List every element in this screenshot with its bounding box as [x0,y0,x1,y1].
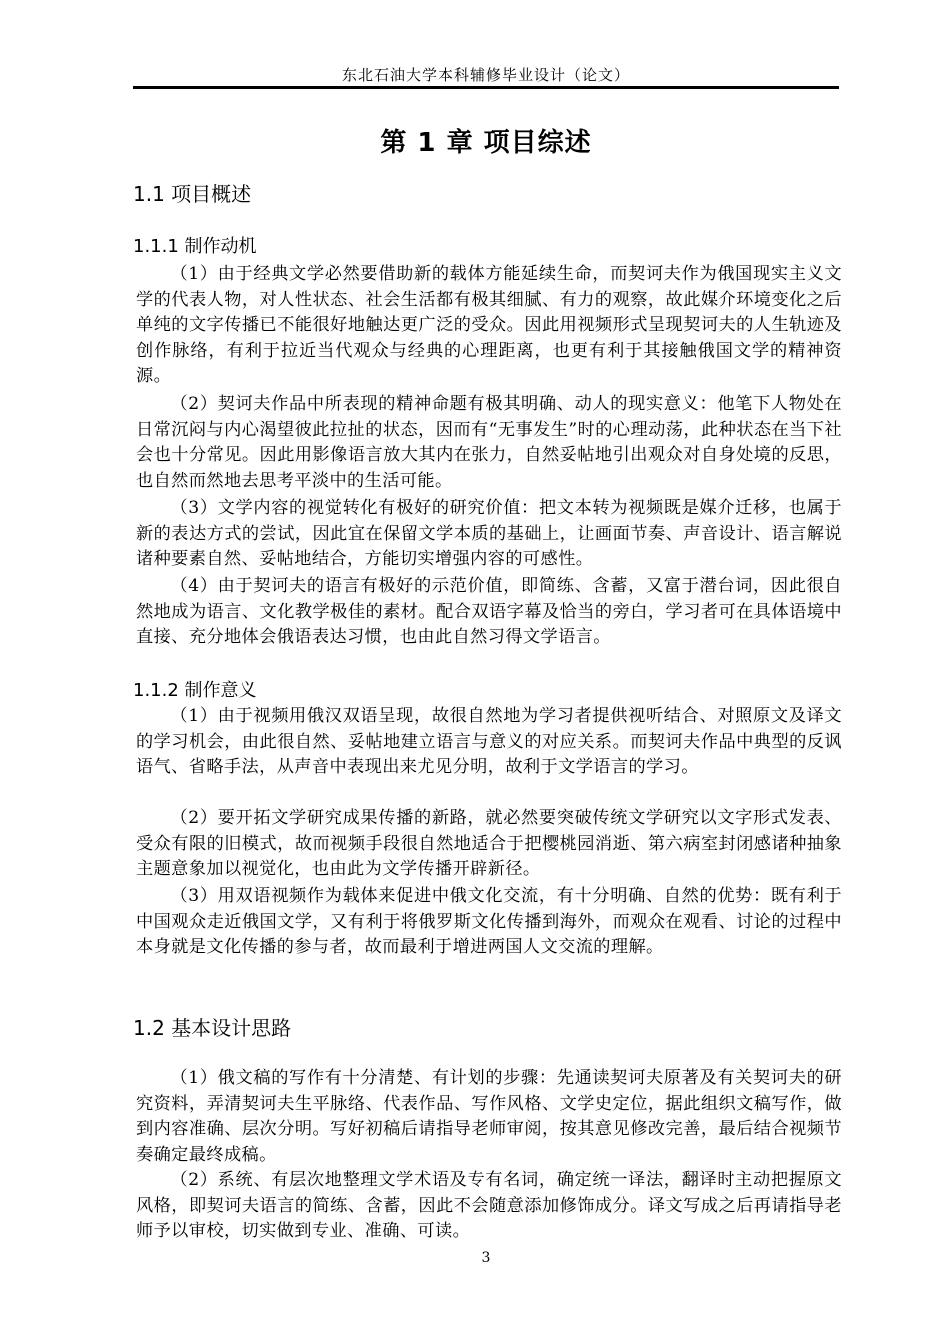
paragraph: （1）俄文稿的写作有十分清楚、有计划的步骤：先通读契诃夫原著及有关契诃夫的研究资料，弄清契诃夫生平脉络、代表作品、写作风格、文学史定位，据此组织文稿写作，做到内容准确、层次分明。写好初稿后请指导老师审阅，按其意见修改完善，最后结合视频节奏确定最终成稿。 [136,1068,842,1165]
paragraph: （2）契诃夫作品中所表现的精神命题有极其明确、动人的现实意义：他笔下人物处在日常沉闷与内心渴望彼此拉扯的状态，因而有“无事发生”时的心理动荡，此种状态在当下社会也十分常见。因此用影像语言放大其内在张力，自然妥帖地引出观众对自身处境的反思，也自然而然地去思考平淡中的生活可能。 [136,394,842,491]
subsection-heading-1-1-2: 1.1.2 制作意义 [133,680,257,701]
header-rule [133,86,839,89]
chapter-title: 第 1 章 项目综述 [380,128,592,158]
subsection-heading-1-1-1: 1.1.1 制作动机 [133,236,257,257]
section-heading-1-1: 1.1 项目概述 [133,182,252,206]
paragraph: （3）文学内容的视觉转化有极好的研究价值：把文本转为视频既是媒介迁移，也属于新的表达方式的尝试，因此宜在保留文学本质的基础上，让画面节奏、声音设计、语言解说诸种要素自然、妥帖地结合，方能切实增强内容的可感性。 [136,498,842,569]
page-number: 3 [481,1250,491,1266]
paragraph: （2）系统、有层次地整理文学术语及专有名词，确定统一译法，翻译时主动把握原文风格，即契诃夫语言的简练、含蓄，因此不会随意添加修饰成分。译文写成之后再请指导老师予以审校，切实做到专业、准确、可读。 [136,1170,842,1241]
paragraph: （1）由于经典文学必然要借助新的载体方能延续生命，而契诃夫作为俄国现实主义文学的代表人物，对人性状态、社会生活都有极其细腻、有力的观察，故此媒介环境变化之后单纯的文字传播已不能很好地触达更广泛的受众。因此用视频形式呈现契诃夫的人生轨迹及创作脉络，有利于拉近当代观众与经典的心理距离，也更有利于其接触俄国文学的精神资源。 [136,264,842,386]
running-header: 东北石油大学本科辅修毕业设计（论文） [341,66,630,84]
paragraph: （2）要开拓文学研究成果传播的新路，就必然要突破传统文学研究以文字形式发表、受众有限的旧模式，故而视频手段很自然地适合于把樱桃园消逝、第六病室封闭感诸种抽象主题意象加以视觉化，也由此为文学传播开辟新径。 [136,808,842,879]
paragraph: （3）用双语视频作为载体来促进中俄文化交流，有十分明确、自然的优势：既有利于中国观众走近俄国文学，又有利于将俄罗斯文化传播到海外，而观众在观看、讨论的过程中本身就是文化传播的参与者，故而最利于增进两国人文交流的理解。 [136,886,842,957]
paragraph: （4）由于契诃夫的语言有极好的示范价值，即简练、含蓄，又富于潜台词，因此很自然地成为语言、文化教学极佳的素材。配合双语字幕及恰当的旁白，学习者可在具体语境中直接、充分地体会俄语表达习惯，也由此自然习得文学语言。 [136,576,842,647]
paragraph: （1）由于视频用俄汉双语呈现，故很自然地为学习者提供视听结合、对照原文及译文的学习机会，由此很自然、妥帖地建立语言与意义的对应关系。而契诃夫作品中典型的反讽语气、省略手法，从声音中表现出来尤见分明，故利于文学语言的学习。 [136,706,842,777]
section-heading-1-2: 1.2 基本设计思路 [133,1016,292,1040]
